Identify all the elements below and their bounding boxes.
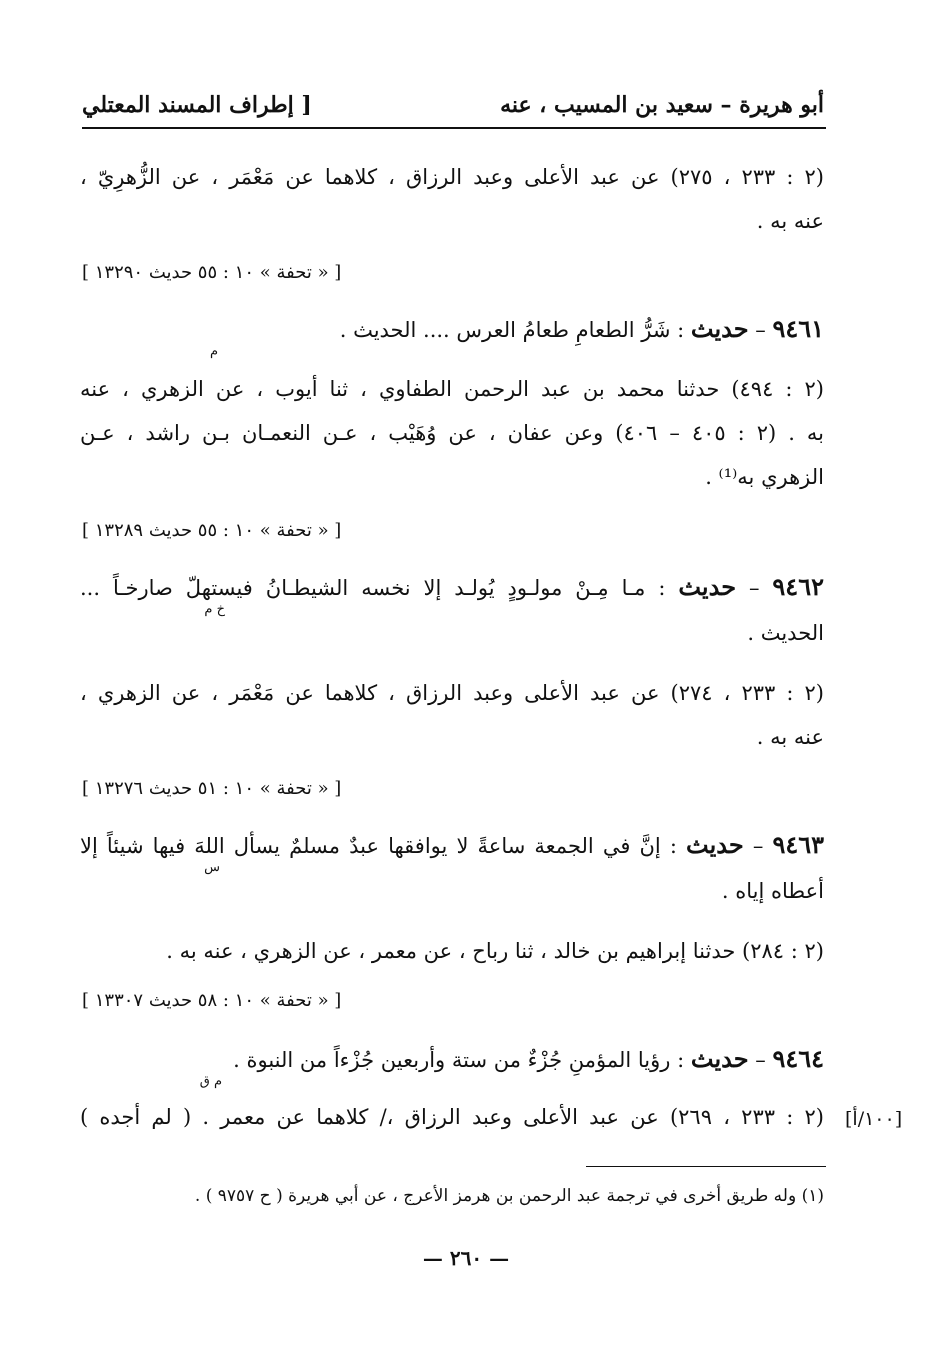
- hadith-text-continued: الحديث .: [747, 621, 824, 645]
- tuhfa-reference: [ « تحفة » ١٠ : ٥١ حديث ١٣٢٧٦ ]: [82, 778, 342, 799]
- hadith-text: : مـا مِـنْ مولـودٍ يُولـد إلا نخسه الشيطـانُ فيستهلّ صارخـاً ...: [80, 576, 666, 600]
- source-line: عنه به .: [756, 725, 824, 749]
- collection-sigla: س: [204, 860, 220, 875]
- hadith-keyword: حديث: [690, 1044, 749, 1073]
- source-line: (٢ : ٤٩٤) حدثنا محمد بن عبد الرحمن الطفاوي ، ثنا أيوب ، عن الزهري ، عنه: [80, 377, 824, 401]
- page-number: — ٢٦٠ —: [422, 1246, 510, 1270]
- hadith-keyword: حديث: [690, 314, 749, 343]
- source-line: عنه به .: [756, 209, 824, 233]
- hadith-text: : إنَّ في الجمعة ساعةً لا يوافقها عبدٌ مسلمٌ يسأل اللهَ فيها شيئاً إلا: [80, 834, 677, 858]
- source-line: الزهري به⁽¹⁾ .: [705, 465, 824, 489]
- hadith-number: ٩٤٦٣: [772, 830, 824, 859]
- hadith-text-continued: أعطاه إياه .: [721, 879, 824, 903]
- hadith-heading: ٩٤٦١ – حديث : شَرُّ الطعامِ طعامُ العرس .... الحديث .: [339, 314, 824, 343]
- hadith-heading: ٩٤٦٣ – حديث : إنَّ في الجمعة ساعةً لا يوافقها عبدٌ مسلمٌ يسأل اللهَ فيها شيئاً إلا: [80, 830, 824, 859]
- running-header-book: [ إطراف المسند المعتلي: [82, 92, 312, 118]
- footnote: (١) وله طريق أخرى في ترجمة عبد الرحمن بن هرمز الأعرج ، عن أبي هريرة ( ح ٩٧٥٧ ) .: [194, 1186, 824, 1206]
- tuhfa-reference: [ « تحفة » ١٠ : ٥٨ حديث ١٣٣٠٧ ]: [82, 990, 342, 1011]
- header-rule: [82, 127, 826, 129]
- hadith-text: : رؤيا المؤمنِ جُزْءٌ من ستة وأربعين جُزْءاً من النبوة .: [233, 1048, 685, 1072]
- source-line: به . (٢ : ٤٠٥ – ٤٠٦) وعن عفان ، عن وُهَيْب ، عـن النعمـان بـن راشد ، عـن: [80, 421, 824, 445]
- collection-sigla: خ م: [204, 602, 225, 617]
- hadith-number: ٩٤٦٤: [772, 1044, 824, 1073]
- hadith-number: ٩٤٦١: [772, 314, 824, 343]
- running-header-title: أبو هريرة – سعيد بن المسيب ، عنه: [500, 92, 824, 118]
- hadith-heading: ٩٤٦٤ – حديث : رؤيا المؤمنِ جُزْءٌ من ستة وأربعين جُزْءاً من النبوة .: [233, 1044, 824, 1073]
- collection-sigla: م ق: [199, 1074, 222, 1089]
- source-line: (٢ : ٢٣٣ ، ٢٧٥) عن عبد الأعلى وعبد الرزاق ، كلاهما عن مَعْمَر ، عن الزُّهرِيّ ،: [80, 165, 824, 189]
- collection-sigla: م: [209, 344, 218, 359]
- hadith-text: : شَرُّ الطعامِ طعامُ العرس .... الحديث .: [339, 318, 685, 342]
- footnote-rule: [586, 1166, 826, 1167]
- tuhfa-reference: [ « تحفة » ١٠ : ٥٥ حديث ١٣٢٩٠ ]: [82, 262, 342, 283]
- tuhfa-reference: [ « تحفة » ١٠ : ٥٥ حديث ١٣٢٨٩ ]: [82, 520, 342, 541]
- hadith-keyword: حديث: [686, 830, 744, 859]
- hadith-keyword: حديث: [678, 572, 737, 601]
- source-line: (٢ : ٢٣٣ ، ٢٧٤) عن عبد الأعلى وعبد الرزاق ، كلاهما عن مَعْمَر ، عن الزهري ،: [80, 681, 824, 705]
- hadith-heading: ٩٤٦٢ – حديث : مـا مِـنْ مولـودٍ يُولـد إلا نخسه الشيطـانُ فيستهلّ صارخـاً ...: [80, 572, 824, 601]
- source-line: (٢ : ٢٣٣ ، ٢٦٩) عن عبد الأعلى وعبد الرزاق ،/ كلاهما عن معمر . ( لم أجده ): [80, 1105, 824, 1129]
- hadith-number: ٩٤٦٢: [772, 572, 824, 601]
- source-line: (٢ : ٢٨٤) حدثنا إبراهيم بن خالد ، ثنا رباح ، عن معمر ، عن الزهري ، عنه به .: [166, 939, 824, 963]
- manuscript-folio-note: [١٠٠/أ]: [845, 1108, 903, 1130]
